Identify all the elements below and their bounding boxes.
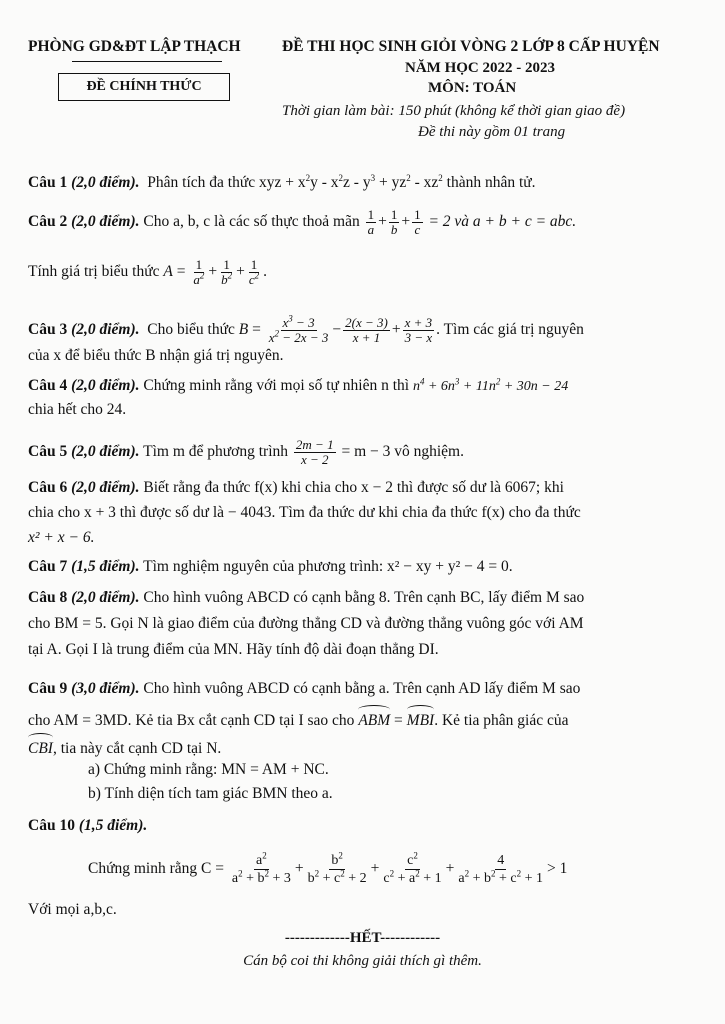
question-7: Câu 7 (1,5 điểm). Tìm nghiệm nguyên của phương trình: x² − xy + y² − 4 = 0.	[28, 558, 513, 575]
question-3-line-2: của x để biểu thức B nhận giá trị nguyên.	[28, 347, 284, 364]
office-name: PHÒNG GD&ĐT LẬP THẠCH	[28, 38, 241, 55]
question-8: Câu 8 (2,0 điểm). Cho hình vuông ABCD có cạnh bằng 8. Trên cạnh BC, lấy điểm M sao	[28, 589, 585, 606]
exam-title: ĐỀ THI HỌC SINH GIỎI VÒNG 2 LỚP 8 CẤP HUYỆN	[282, 38, 660, 55]
subject: MÔN: TOÁN	[428, 80, 517, 96]
office-underline	[72, 61, 222, 62]
question-5: Câu 5 (2,0 điểm). Tìm m để phương trình $\frac{2m - 1}{x - 2}$ = m − 3 vô nghiệm.	[28, 437, 464, 467]
question-8-line-2: cho BM = 5. Gọi N là giao điểm của đường thẳng CD và đường thẳng vuông góc với AM	[28, 615, 584, 632]
question-8-line-3: tại A. Gọi I là trung điểm của MN. Hãy tính độ dài đoạn thẳng DI.	[28, 641, 439, 658]
time-limit: Thời gian làm bài: 150 phút (không kể thời gian giao đề)	[282, 103, 626, 119]
question-9-line-3: CBI, tia này cắt cạnh CD tại N.	[28, 735, 705, 759]
question-4: Câu 4 (2,0 điểm). Chứng minh rằng với mọi số tự nhiên n thì $n^4 + 6n^3 + 11n^2 + 30n - 24$	[28, 376, 569, 394]
question-4-line-2: chia hết cho 24.	[28, 401, 127, 418]
footer-note: Cán bộ coi thi không giải thích gì thêm.	[243, 953, 482, 969]
school-year: NĂM HỌC 2022 - 2023	[405, 60, 555, 76]
question-10: Câu 10 (1,5 điểm).	[28, 817, 148, 834]
official-label-box	[58, 73, 230, 101]
question-10-formula: Chứng minh rằng C = $\frac{a^2}{a^2 + b^2 + 3}$ + $\frac{b^2}{b^2 + c^2 + 2}$ + $\frac{c^2}{c^2 + a^2 + 1}$ + $\frac{4}{a^2 + b^2 + c^2 + 1}$ > 1	[88, 850, 568, 886]
question-9-part-b: b) Tính diện tích tam giác BMN theo a.	[88, 785, 333, 802]
question-2: Câu 2 (2,0 điểm). Cho a, b, c là các số thực thoả mãn $\frac{1}{a}$ + $\frac{1}{b}$ + $\frac{1}{c}$ = 2 và a + b + c = abc.	[28, 207, 577, 237]
official-label: ĐỀ CHÍNH THỨC	[86, 79, 202, 94]
question-9: Câu 9 (3,0 điểm). Cho hình vuông ABCD có cạnh bằng a. Trên cạnh AD lấy điểm M sao	[28, 680, 581, 697]
end-marker: -------------HẾT------------	[284, 930, 441, 946]
question-6-line-2: chia cho x + 3 thì được số dư là − 4043. Tìm đa thức dư khi chia đa thức f(x) cho đa thức	[28, 504, 581, 521]
question-10-line-2: Với mọi a,b,c.	[28, 901, 117, 918]
question-3: Câu 3 (2,0 điểm). Cho biểu thức B = $\frac{x^3 - 3}{x^2 - 2x - 3}$ − $\frac{2(x - 3)}{x + 1}$ + $\frac{x + 3}{3 - x}$ . Tìm các giá trị nguyên	[28, 313, 584, 345]
question-2-line-2: Tính giá trị biểu thức A = $\frac{1}{a^2}$ + $\frac{1}{b^2}$ + $\frac{1}{c^2}$ .	[28, 257, 268, 287]
question-1: Câu 1 (2,0 điểm). Phân tích đa thức xyz + $x^2y - x^2z - y^3 + yz^2 - xz^2$ thành nhân tử.	[28, 172, 536, 191]
question-9-line-2: cho AM = 3MD. Kẻ tia Bx cắt cạnh CD tại I sao cho ABM = MBI. Kẻ tia phân giác của	[28, 707, 705, 731]
question-9-part-a: a) Chứng minh rằng: MN = AM + NC.	[88, 761, 329, 778]
q1-expression: xyz + $x^2y - x^2z - y^3 + yz^2 - xz^2$	[259, 172, 443, 191]
question-6: Câu 6 (2,0 điểm). Biết rằng đa thức f(x) khi chia cho x − 2 thì được số dư là 6067; khi	[28, 479, 564, 496]
question-6-line-3: x² + x − 6.	[28, 529, 95, 546]
page-count: Đề thi này gồm 01 trang	[418, 124, 566, 140]
